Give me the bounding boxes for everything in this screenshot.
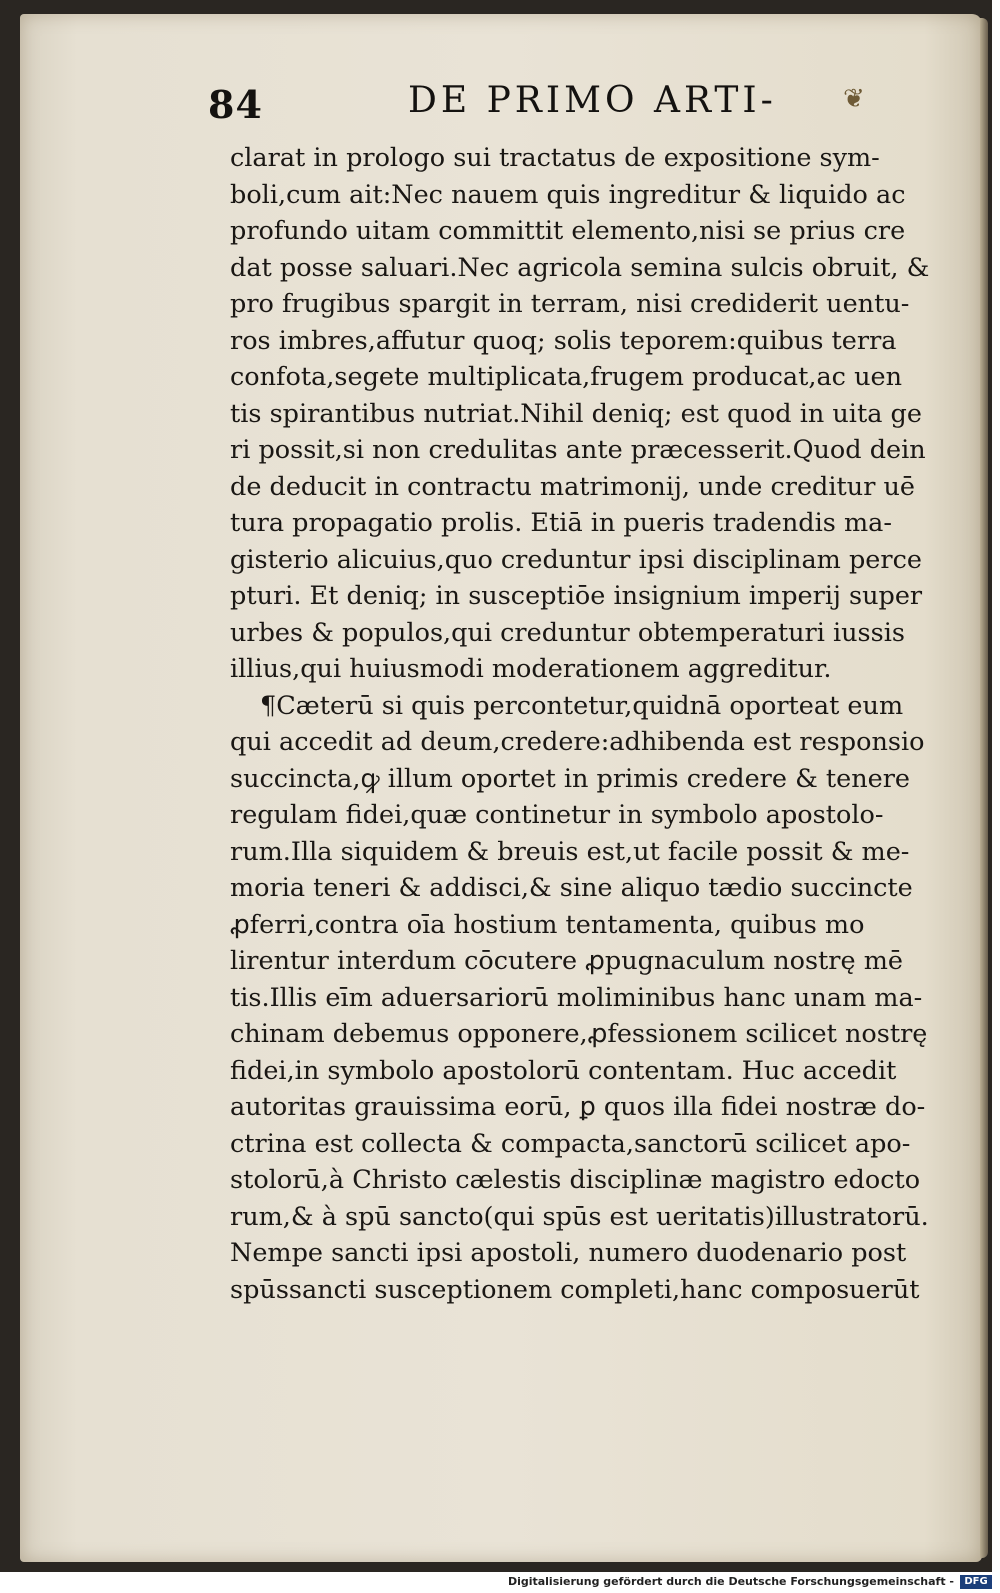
text-line: succincta,ꝙ illum oportet in primis credere & tenere bbox=[230, 763, 911, 794]
text-line: dat posse saluari.Nec agricola semina sulcis obruit, & bbox=[230, 252, 930, 283]
text-line: rum,& à spū sancto(qui spūs est ueritatis)illustratorū. bbox=[230, 1201, 929, 1232]
digitization-credit: Digitalisierung gefördert durch die Deutsche Forschungsgemeinschaft - bbox=[507, 1575, 954, 1588]
text-line: boli,cum ait:Nec nauem quis ingreditur & liquido ac bbox=[230, 179, 906, 210]
text-line: pturi. Et deniq; in susceptiōe insignium imperij super bbox=[230, 581, 923, 611]
text-line: autoritas grauissima eorū, ꝑ quos illa fidei nostræ do- bbox=[230, 1092, 926, 1122]
footer-bar bbox=[0, 1572, 1000, 1593]
text-line: urbes & populos,qui creduntur obtemperaturi iussis bbox=[230, 617, 905, 648]
text-line: tis.Illis eīm aduersariorū moliminibus hanc unam ma- bbox=[230, 982, 923, 1013]
body-text bbox=[230, 140, 950, 1308]
text-line: confota,segete multiplicata,frugem producat,ac uen bbox=[230, 362, 903, 392]
text-line: ꝓferri,contra oīa hostium tentamenta, quibus mo bbox=[230, 909, 865, 940]
text-line: illius,qui huiusmodi moderationem aggreditur. bbox=[230, 654, 832, 684]
text-line: ctrina est collecta & compacta,sanctorū scilicet apo- bbox=[230, 1128, 911, 1159]
text-line: lirentur interdum cōcutere ꝓpugnaculum nostrę mē bbox=[230, 946, 903, 976]
text-line: rum.Illa siquidem & breuis est,ut facile possit & me- bbox=[230, 836, 910, 867]
text-line: chinam debemus opponere,ꝓfessionem scilicet nostrę bbox=[230, 1019, 928, 1049]
fleuron-icon: ❦ bbox=[843, 84, 865, 114]
paragraph-start-line: ¶Cæterū si quis percontetur,quidnā oporteat eum bbox=[260, 690, 904, 721]
text-line: Nempe sancti ipsi apostoli, numero duodenario post bbox=[230, 1238, 907, 1268]
text-line: clarat in prologo sui tractatus de expositione sym- bbox=[230, 143, 880, 173]
text-line: tis spirantibus nutriat.Nihil deniq; est quod in uita ge bbox=[230, 398, 922, 429]
text-line: ri possit,si non credulitas ante præcesserit.Quod dein bbox=[230, 435, 926, 465]
text-line: tura propagatio prolis. Etiā in pueris tradendis ma- bbox=[230, 508, 892, 538]
page-number: 84 bbox=[208, 82, 263, 127]
text-line: de deducit in contractu matrimonij, unde creditur uē bbox=[230, 471, 916, 502]
text-line: ros imbres,affutur quoq; solis teporem:quibus terra bbox=[230, 325, 897, 356]
text-line: fidei,in symbolo apostolorū contentam. Huc accedit bbox=[230, 1055, 897, 1086]
text-line: pro frugibus spargit in terram, nisi crediderit uentu- bbox=[230, 289, 910, 319]
text-line: moria teneri & addisci,& sine aliquo tædio succincte bbox=[230, 873, 913, 903]
page-edge bbox=[980, 18, 988, 1558]
text-line: regulam fidei,quæ continetur in symbolo apostolo- bbox=[230, 800, 884, 830]
text-line: spūssancti susceptionem completi,hanc composuerūt bbox=[230, 1274, 920, 1305]
running-head: DE PRIMO ARTI- bbox=[408, 80, 777, 121]
text-line: profundo uitam committit elemento,nisi se prius cre bbox=[230, 216, 906, 246]
text-line: qui accedit ad deum,credere:adhibenda est responsio bbox=[230, 727, 925, 757]
page-header bbox=[208, 78, 908, 134]
text-line: stolorū,à Christo cælestis disciplinæ magistro edocto bbox=[230, 1165, 921, 1195]
text-line: gisterio alicuius,quo creduntur ipsi disciplinam perce bbox=[230, 544, 922, 575]
dfg-logo: DFG bbox=[960, 1575, 992, 1589]
